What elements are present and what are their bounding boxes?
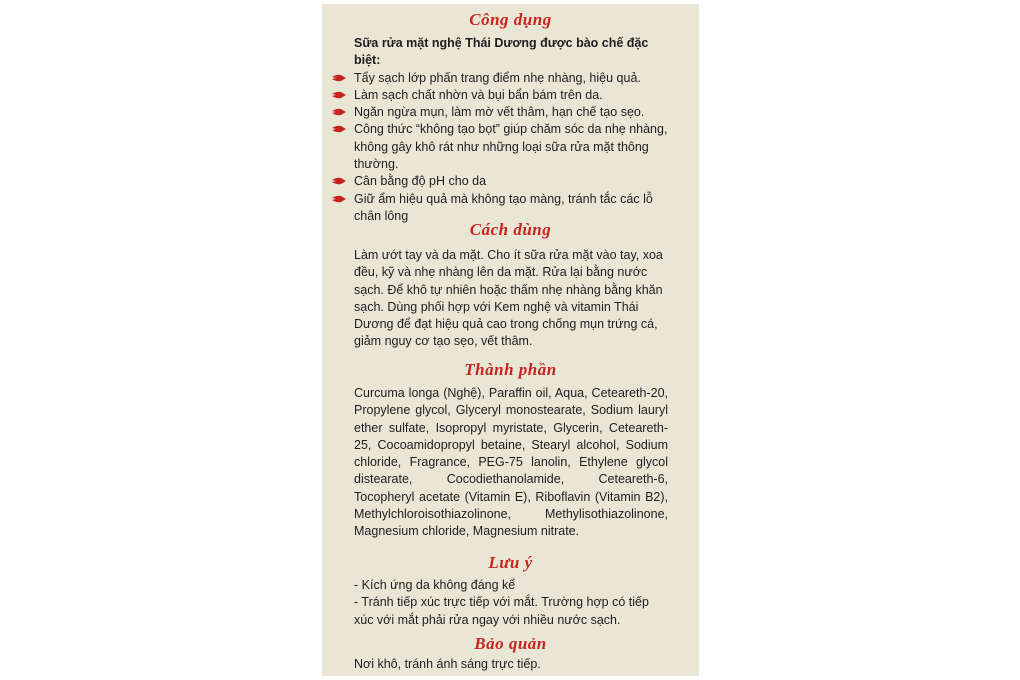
storage-heading: Bảo quản (474, 634, 547, 653)
red-arrow-icon (332, 177, 346, 185)
uses-list (354, 70, 668, 226)
directions-heading: Cách dùng (469, 220, 552, 239)
red-arrow-icon (332, 91, 346, 99)
storage-text: Nơi khô, tránh ánh sáng trực tiếp. (354, 657, 541, 671)
uses-item: Cân bằng độ pH cho da (354, 173, 668, 190)
uses-item: Tẩy sạch lớp phấn trang điểm nhẹ nhàng, hiệu quả. (354, 70, 668, 87)
uses-item: Ngăn ngừa mụn, làm mờ vết thâm, hạn chế tạo sẹo. (354, 104, 668, 121)
notes-heading: Lưu ý (488, 553, 533, 572)
uses-section (354, 35, 668, 225)
uses-item: Công thức “không tạo bọt” giúp chăm sóc da nhẹ nhàng, không gây khô rát như những loại sữa rửa mặt thông thường. (354, 121, 668, 173)
uses-heading: Công dụng (469, 10, 552, 29)
notes-item: - Kích ứng da không đáng kể (354, 578, 516, 592)
uses-item: Giữ ẩm hiệu quả mà không tạo màng, tránh tắc các lỗ chân lông (354, 191, 668, 226)
uses-item: Làm sạch chất nhờn và bụi bẩn bám trên da. (354, 87, 668, 104)
directions-text: Làm ướt tay và da mặt. Cho ít sữa rửa mặt vào tay, xoa đều, kỹ và nhẹ nhàng lên da mặt. Rửa lại bằng nước sạch. Để khô tự nhiên hoặc thấm nhẹ nhàng bằng khăn sạch. Dùng phối hợp với Kem nghệ và vitamin Thái Dương để đạt hiệu quả cao trong chống mụn trứng cá, giảm nguy cơ tạo sẹo, vết thâm. (354, 248, 663, 349)
red-arrow-icon (332, 74, 346, 82)
red-arrow-icon (332, 108, 346, 116)
ingredients-text: Curcuma longa (Nghệ), Paraffin oil, Aqua, Ceteareth-20, Propylene glycol, Glyceryl monostearate, Sodium lauryl ether sulfate, Isopropyl myristate, Glycerin, Ceteareth-25, Cocoamidopropyl betaine, Stearyl alcohol, Sodium chloride, Fragrance, PEG-75 lanolin, Ethylene glycol distearate, Cocodiethanolamide, Ceteareth-6, Tocopheryl acetate (Vitamin E), Riboflavin (Vitamin B2), Methylchloroisothiazolinone, Methylisothiazolinone, Magnesium chloride, Magnesium nitrate. (354, 386, 668, 539)
notes-section (354, 577, 668, 629)
ingredients-heading: Thành phần (464, 360, 557, 379)
uses-intro: Sữa rửa mặt nghệ Thái Dương được bào chế đặc biệt: (354, 36, 649, 68)
red-arrow-icon (332, 125, 346, 133)
red-arrow-icon (332, 195, 346, 203)
notes-item: - Tránh tiếp xúc trực tiếp với mắt. Trường hợp có tiếp xúc với mắt phải rửa ngay với nhiều nước sạch. (354, 595, 649, 627)
product-label-panel (322, 4, 699, 676)
